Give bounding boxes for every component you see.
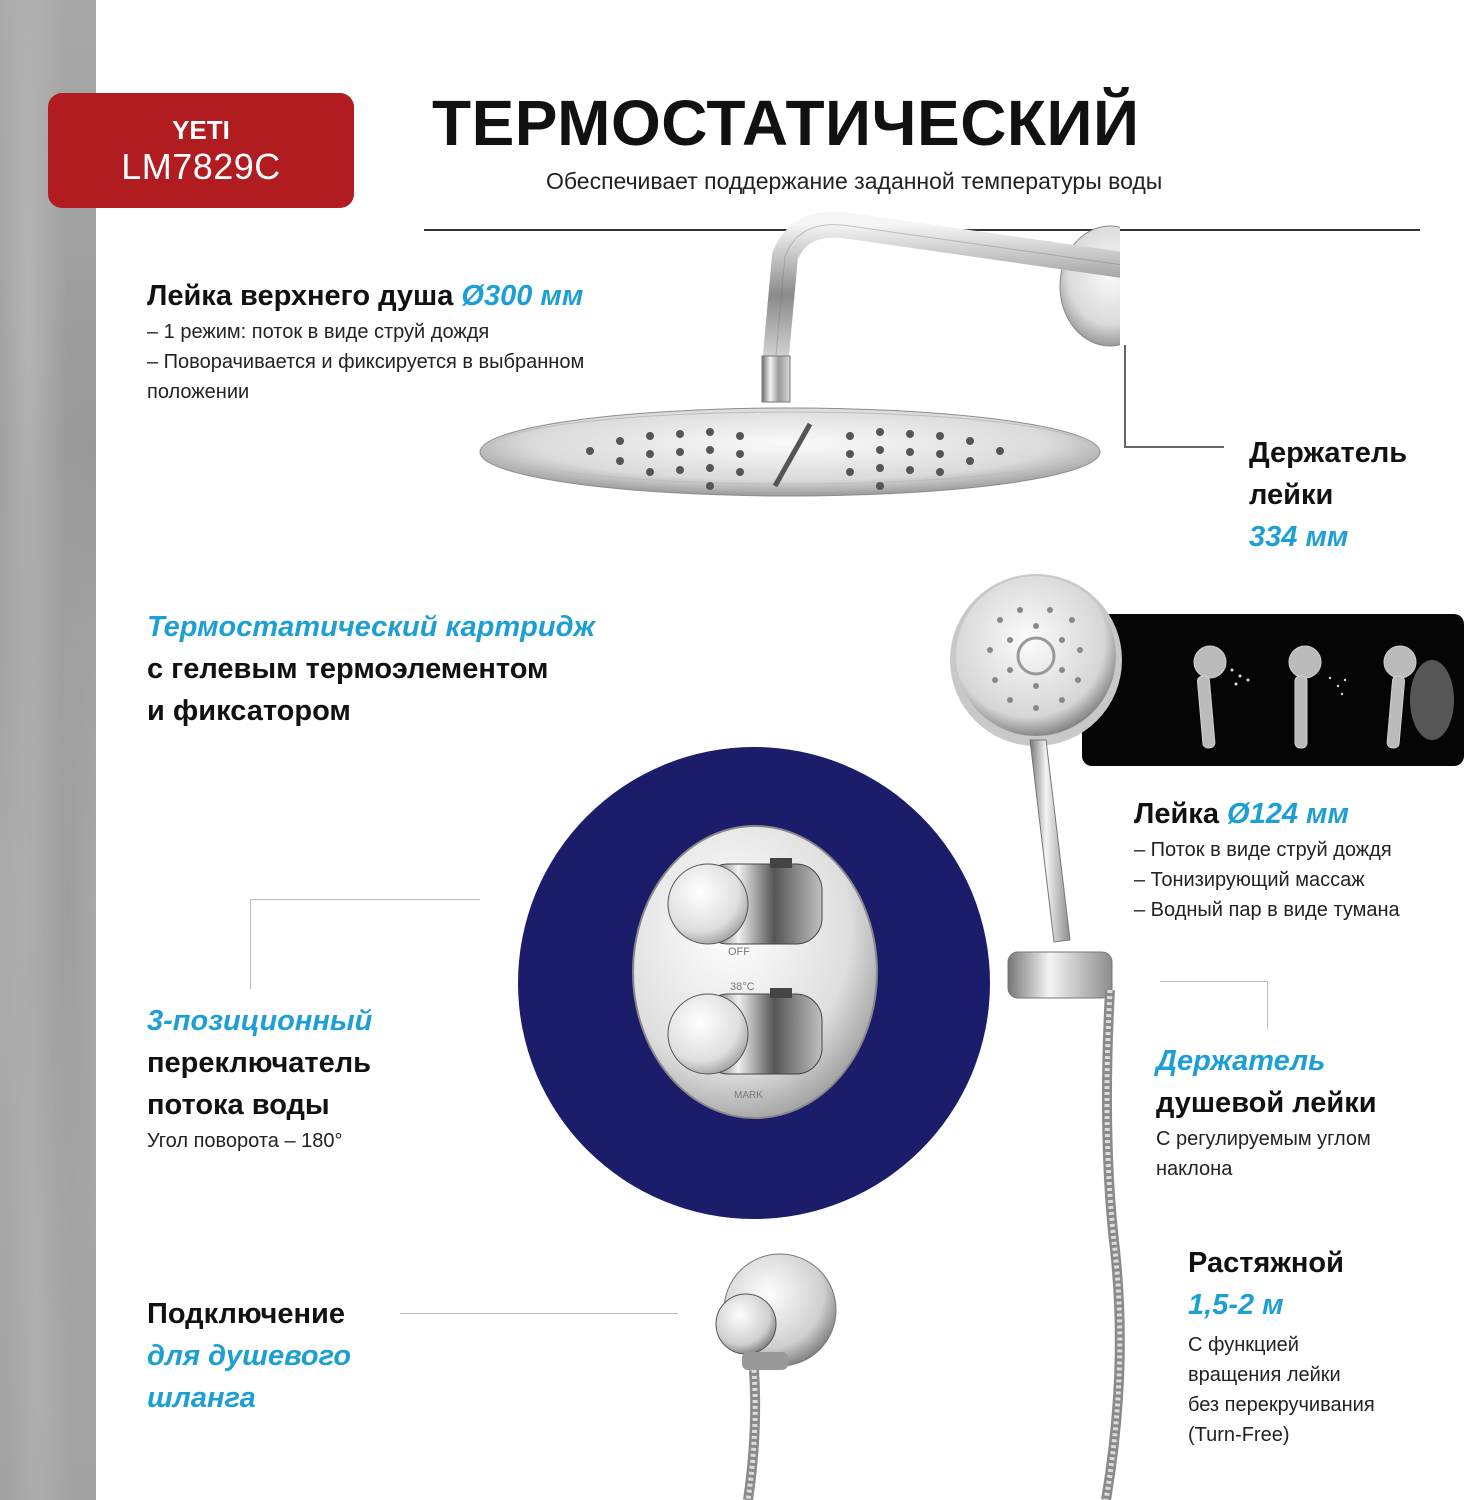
switch-accent: 3-позиционный (147, 1005, 373, 1037)
switch-note: Угол поворота – 180° (147, 1130, 343, 1152)
holder-callout-line-v (1267, 981, 1268, 1029)
hand-shower-line3: – Водный пар в виде тумана (1134, 899, 1400, 921)
hose-note2: вращения лейки (1188, 1364, 1341, 1386)
arm-title2: лейки (1249, 479, 1334, 511)
switch-line2: потока воды (147, 1089, 330, 1121)
holder-block (1156, 1040, 1377, 1184)
connection-accent2: шланга (147, 1382, 256, 1414)
hand-shower-title: Лейка (1134, 798, 1219, 830)
overhead-shower-line2: – Поворачивается и фиксируется в выбранном (147, 351, 585, 373)
hand-shower-line2: – Тонизирующий массаж (1134, 869, 1365, 891)
arm-title1: Держатель (1249, 437, 1408, 469)
shower-hose-image (1040, 990, 1140, 1500)
overhead-shower-size: Ø300 мм (461, 280, 584, 312)
mixer-brand-label: MARK (734, 1090, 763, 1101)
arm-callout-line-h (1124, 446, 1224, 448)
overhead-shower-line3: положении (147, 381, 250, 403)
hand-shower-size: Ø124 мм (1227, 798, 1349, 830)
mixer-temp-label: 38°C (730, 981, 755, 993)
hose-block (1188, 1242, 1375, 1450)
connection-block (147, 1293, 351, 1419)
cartridge-accent: Термостатический картридж (147, 611, 595, 643)
overhead-shower-line1: – 1 режим: поток в виде струй дождя (147, 321, 490, 343)
spray-modes-image (1170, 640, 1460, 760)
arm-size: 334 мм (1249, 521, 1349, 553)
mixer-off-label: OFF (728, 946, 750, 958)
switch-callout-line-v (250, 899, 251, 989)
badge-series: YETI (172, 115, 230, 145)
holder-callout-line-h (1160, 981, 1268, 982)
cartridge-line2: и фиксатором (147, 695, 351, 727)
arm-callout-line-v (1124, 345, 1126, 447)
cartridge-block (147, 606, 595, 732)
switch-block (147, 1000, 372, 1156)
wall-connection-image (708, 1252, 838, 1500)
arm-block (1249, 432, 1407, 558)
connection-line1: Подключение (147, 1298, 345, 1330)
hand-shower-block (1134, 793, 1400, 925)
connection-callout-line (400, 1313, 678, 1314)
holder-accent: Держатель (1156, 1045, 1326, 1077)
concrete-wall-strip (0, 0, 96, 1500)
switch-line1: переключатель (147, 1047, 371, 1079)
hose-title: Растяжной (1188, 1247, 1344, 1279)
page-subtitle: Обеспечивает поддержание заданной температуры воды (546, 168, 1163, 194)
cartridge-line1: с гелевым термоэлементом (147, 653, 549, 685)
hose-size: 1,5-2 м (1188, 1289, 1284, 1321)
page-title: ТЕРМОСТАТИЧЕСКИЙ (432, 87, 1140, 159)
thermostatic-mixer-image (630, 822, 880, 1122)
model-badge (48, 93, 354, 208)
hose-note3: без перекручивания (1188, 1394, 1375, 1416)
holder-line1: душевой лейки (1156, 1087, 1377, 1119)
connection-accent1: для душевого (147, 1340, 352, 1372)
hose-note1: С функцией (1188, 1334, 1299, 1356)
holder-note1: С регулируемым углом (1156, 1128, 1371, 1150)
hand-shower-line1: – Поток в виде струй дождя (1134, 839, 1392, 861)
badge-model: LM7829C (121, 146, 281, 187)
overhead-shower-title: Лейка верхнего душа (147, 280, 454, 312)
switch-callout-line-h (250, 899, 480, 900)
hose-note4: (Turn-Free) (1188, 1424, 1290, 1446)
rain-shower-head-image (470, 196, 1120, 516)
holder-note2: наклона (1156, 1158, 1233, 1180)
